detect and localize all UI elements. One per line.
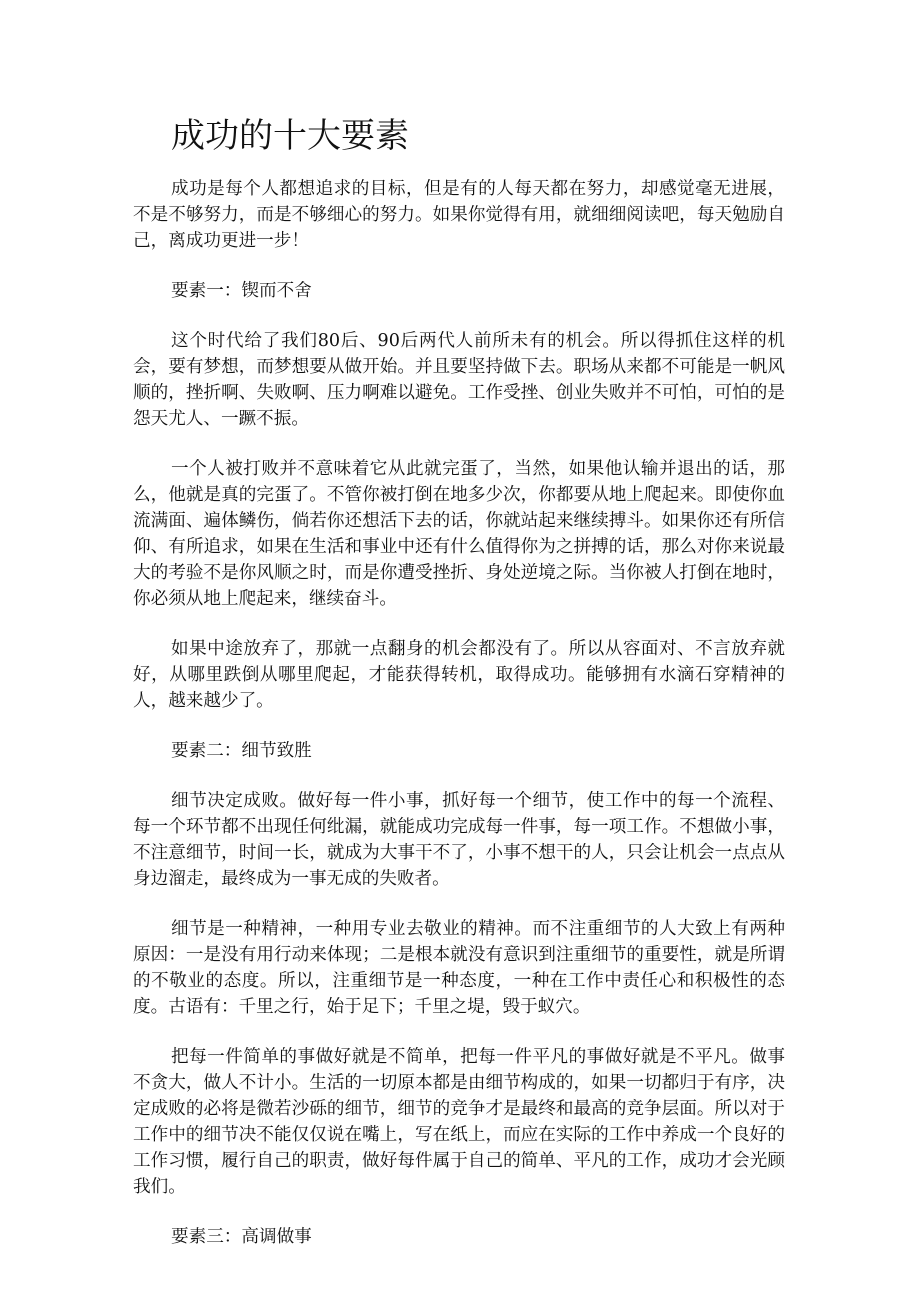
section-heading: 要素二：细节致胜 <box>171 741 312 761</box>
body-paragraph: 把每一件简单的事做好就是不简单，把每一件平凡的事做好就是不平凡。做事不贪大，做人不计小。生活的一切原本都是由细节构成的，如果一切都归于有序，决定成败的必将是微若沙砾的细节，细节的竞争才是最终和最高的竞争层面。所以对于工作中的细节决不能仅仅说在嘴上，写在纸上，而应在实际的工作中养成一个良好的工作习惯，履行自己的职责，做好每件属于自己的简单、平凡的工作，成功才会光顾我们。 <box>133 1047 785 1197</box>
section-heading: 要素一：锲而不舍 <box>171 281 312 301</box>
body-paragraph: 细节是一种精神，一种用专业去敬业的精神。而不注重细节的人大致上有两种原因：一是没有用行动来体现；二是根本就没有意识到注重细节的重要性，就是所谓的不敬业的态度。所以，注重细节是一种态度，一种在工作中责任心和积极性的态度。古语有：千里之行，始于足下；千里之堤，毁于蚁穴。 <box>133 919 785 1017</box>
section-heading: 要素三：高调做事 <box>171 1227 312 1247</box>
body-paragraph: 这个时代给了我们80后、90后两代人前所未有的机会。所以得抓住这样的机会，要有梦想，而梦想要从做开始。并且要坚持做下去。职场从来都不可能是一帆风顺的，挫折啊、失败啊、压力啊难以避免。工作受挫、创业失败并不可怕，可怕的是怨天尤人、一蹶不振。 <box>133 331 785 429</box>
document-body <box>133 176 785 1274</box>
body-paragraph: 如果中途放弃了，那就一点翻身的机会都没有了。所以从容面对、不言放弃就好，从哪里跌倒从哪里爬起，才能获得转机，取得成功。能够拥有水滴石穿精神的人，越来越少了。 <box>133 639 785 711</box>
body-paragraph: 一个人被打败并不意味着它从此就完蛋了，当然，如果他认输并退出的话，那么，他就是真的完蛋了。不管你被打倒在地多少次，你都要从地上爬起来。即使你血流满面、遍体鳞伤，倘若你还想活下去的话，你就站起来继续搏斗。如果你还有所信仰、有所追求，如果在生活和事业中还有什么值得你为之拼搏的话，那么对你来说最大的考验不是你风顺之时，而是你遭受挫折、身处逆境之际。当你被人打倒在地时，你必须从地上爬起来，继续奋斗。 <box>133 459 785 609</box>
document-title: 成功的十大要素 <box>171 116 409 156</box>
intro-paragraph: 成功是每个人都想追求的目标，但是有的人每天都在努力，却感觉毫无进展，不是不够努力，而是不够细心的努力。如果你觉得有用，就细细阅读吧，每天勉励自己，离成功更进一步！ <box>133 179 785 251</box>
body-paragraph: 细节决定成败。做好每一件小事，抓好每一个细节，使工作中的每一个流程、每一个环节都不出现任何纰漏，就能成功完成每一件事，每一项工作。不想做小事，不注意细节，时间一长，就成为大事干不了，小事不想干的人，只会让机会一点点从身边溜走，最终成为一事无成的失败者。 <box>133 791 785 889</box>
